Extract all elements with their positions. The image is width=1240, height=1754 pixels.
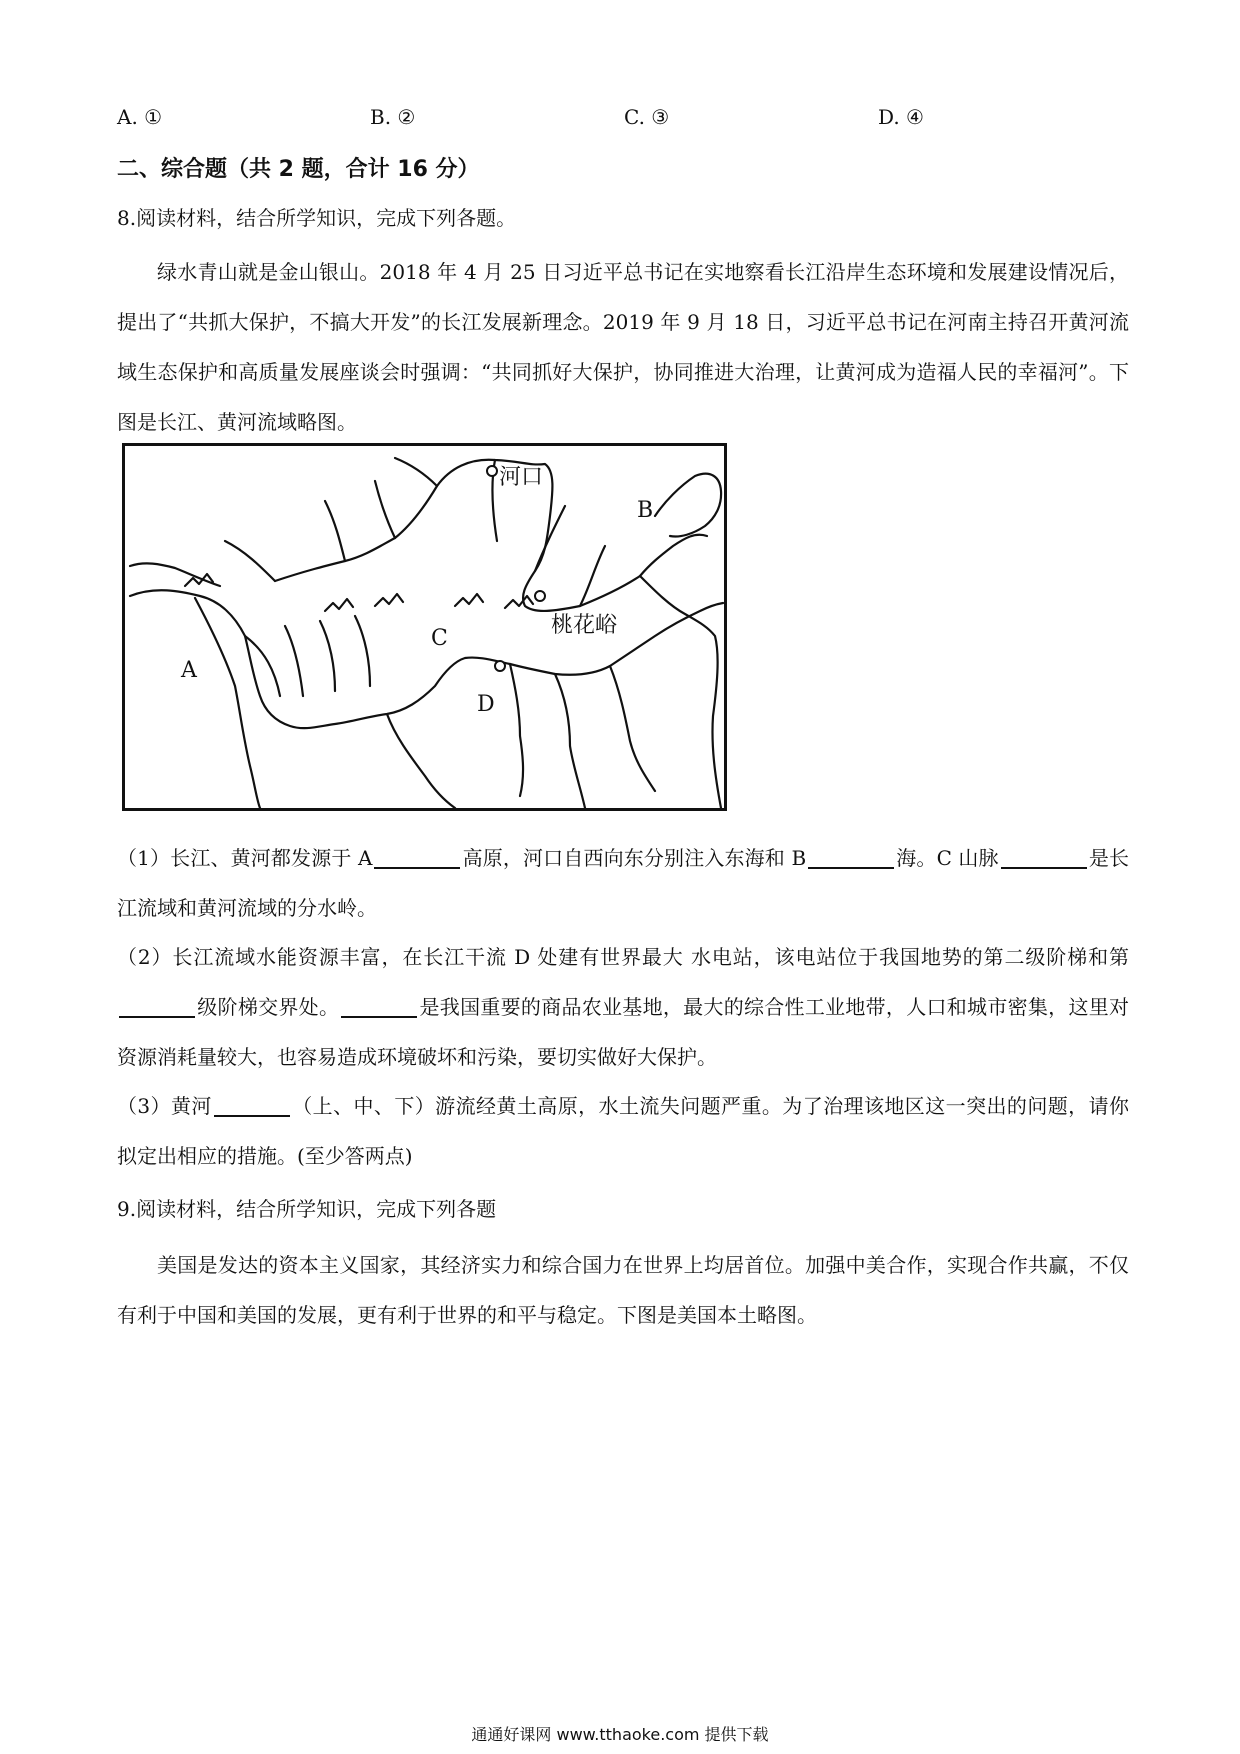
option-a: A. ① [117,105,163,129]
option-d: D. ④ [878,105,924,129]
q8-sub1-part4: 是长江流域和黄河流域的分水岭。 [117,846,1129,920]
q8-sub3-part1: （3）黄河 [117,1094,212,1118]
option-b: B. ② [370,105,416,129]
q8-sub2-part2: 级阶梯交界处。 [197,995,340,1019]
label-d: D [477,692,495,717]
yangtze-yellow-river-map [122,443,727,811]
q8-sub1-part2: 高原，河口自西向东分别注入东海和 B [462,846,807,870]
q9-material: 美国是发达的资本主义国家，其经济实力和综合国力在世界上均居首位。加强中美合作，实现合作共赢，不仅有利于中国和美国的发展，更有利于世界的和平与稳定。下图是美国本土略图。 [117,1253,1129,1327]
answer-blank-terrace[interactable] [119,996,195,1018]
label-a: A [181,658,197,683]
q8-sub2-part3: 是我国重要的商品农业基地，最大的综合性工业地带，人口和城市密集，这里对资源消耗量较大，也容易造成环境破坏和污染，要切实做好大保护。 [117,995,1130,1069]
q8-sub2-part1: （2）长江流域水能资源丰富，在长江干流 D 处建有世界最大 水电站，该电站位于我国地势的第二级阶梯和第 [117,945,1129,969]
section-title: 二、综合题（共 2 题，合计 16 分） [117,157,480,182]
q8-sub1-part3: 海。C 山脉 [896,846,999,870]
label-c: C [431,626,448,651]
answer-blank-mountain[interactable] [1001,847,1087,869]
q8-sub3 [117,1081,1129,1181]
label-b: B [637,498,654,523]
option-c: C. ③ [624,105,670,129]
page-footer: 通通好课网 www.tthaoke.com 提供下载 [471,1725,769,1744]
q9-stem: 9.阅读材料，结合所学知识，完成下列各题 [117,1197,497,1221]
answer-blank-sea[interactable] [808,847,894,869]
q8-stem: 8.阅读材料，结合所学知识，完成下列各题。 [117,206,517,230]
q8-sub2 [117,932,1129,1082]
q8-sub3-part2: （上、中、下）游流经黄土高原，水土流失问题严重。为了治理该地区这一突出的问题，请你拟定出相应的措施。(至少答两点) [117,1094,1129,1168]
q8-sub1-part1: （1）长江、黄河都发源于 A [117,846,373,870]
answer-blank-reach[interactable] [214,1095,290,1117]
answer-blank-region[interactable] [341,996,417,1018]
q8-sub1 [117,833,1129,933]
answer-blank-plateau[interactable] [374,847,460,869]
river-basin-outline [125,446,724,808]
q8-material: 绿水青山就是金山银山。2018 年 4 月 25 日习近平总书记在实地察看长江沿岸生态环境和发展建设情况后，提出了“共抓大保护，不搞大开发”的长江发展新理念。2019 年 9 月 18 日，习近平总书记在河南主持召开黄河流域生态保护和高质量发展座谈会时强调：“共同抓好大保护，协同推进大治理，让黄河成为造福人民的幸福河”。下图是长江、黄河流域略图。 [117,260,1129,434]
label-taohuayu: 桃花峪 [551,613,618,638]
label-hekou: 河口 [499,465,544,490]
